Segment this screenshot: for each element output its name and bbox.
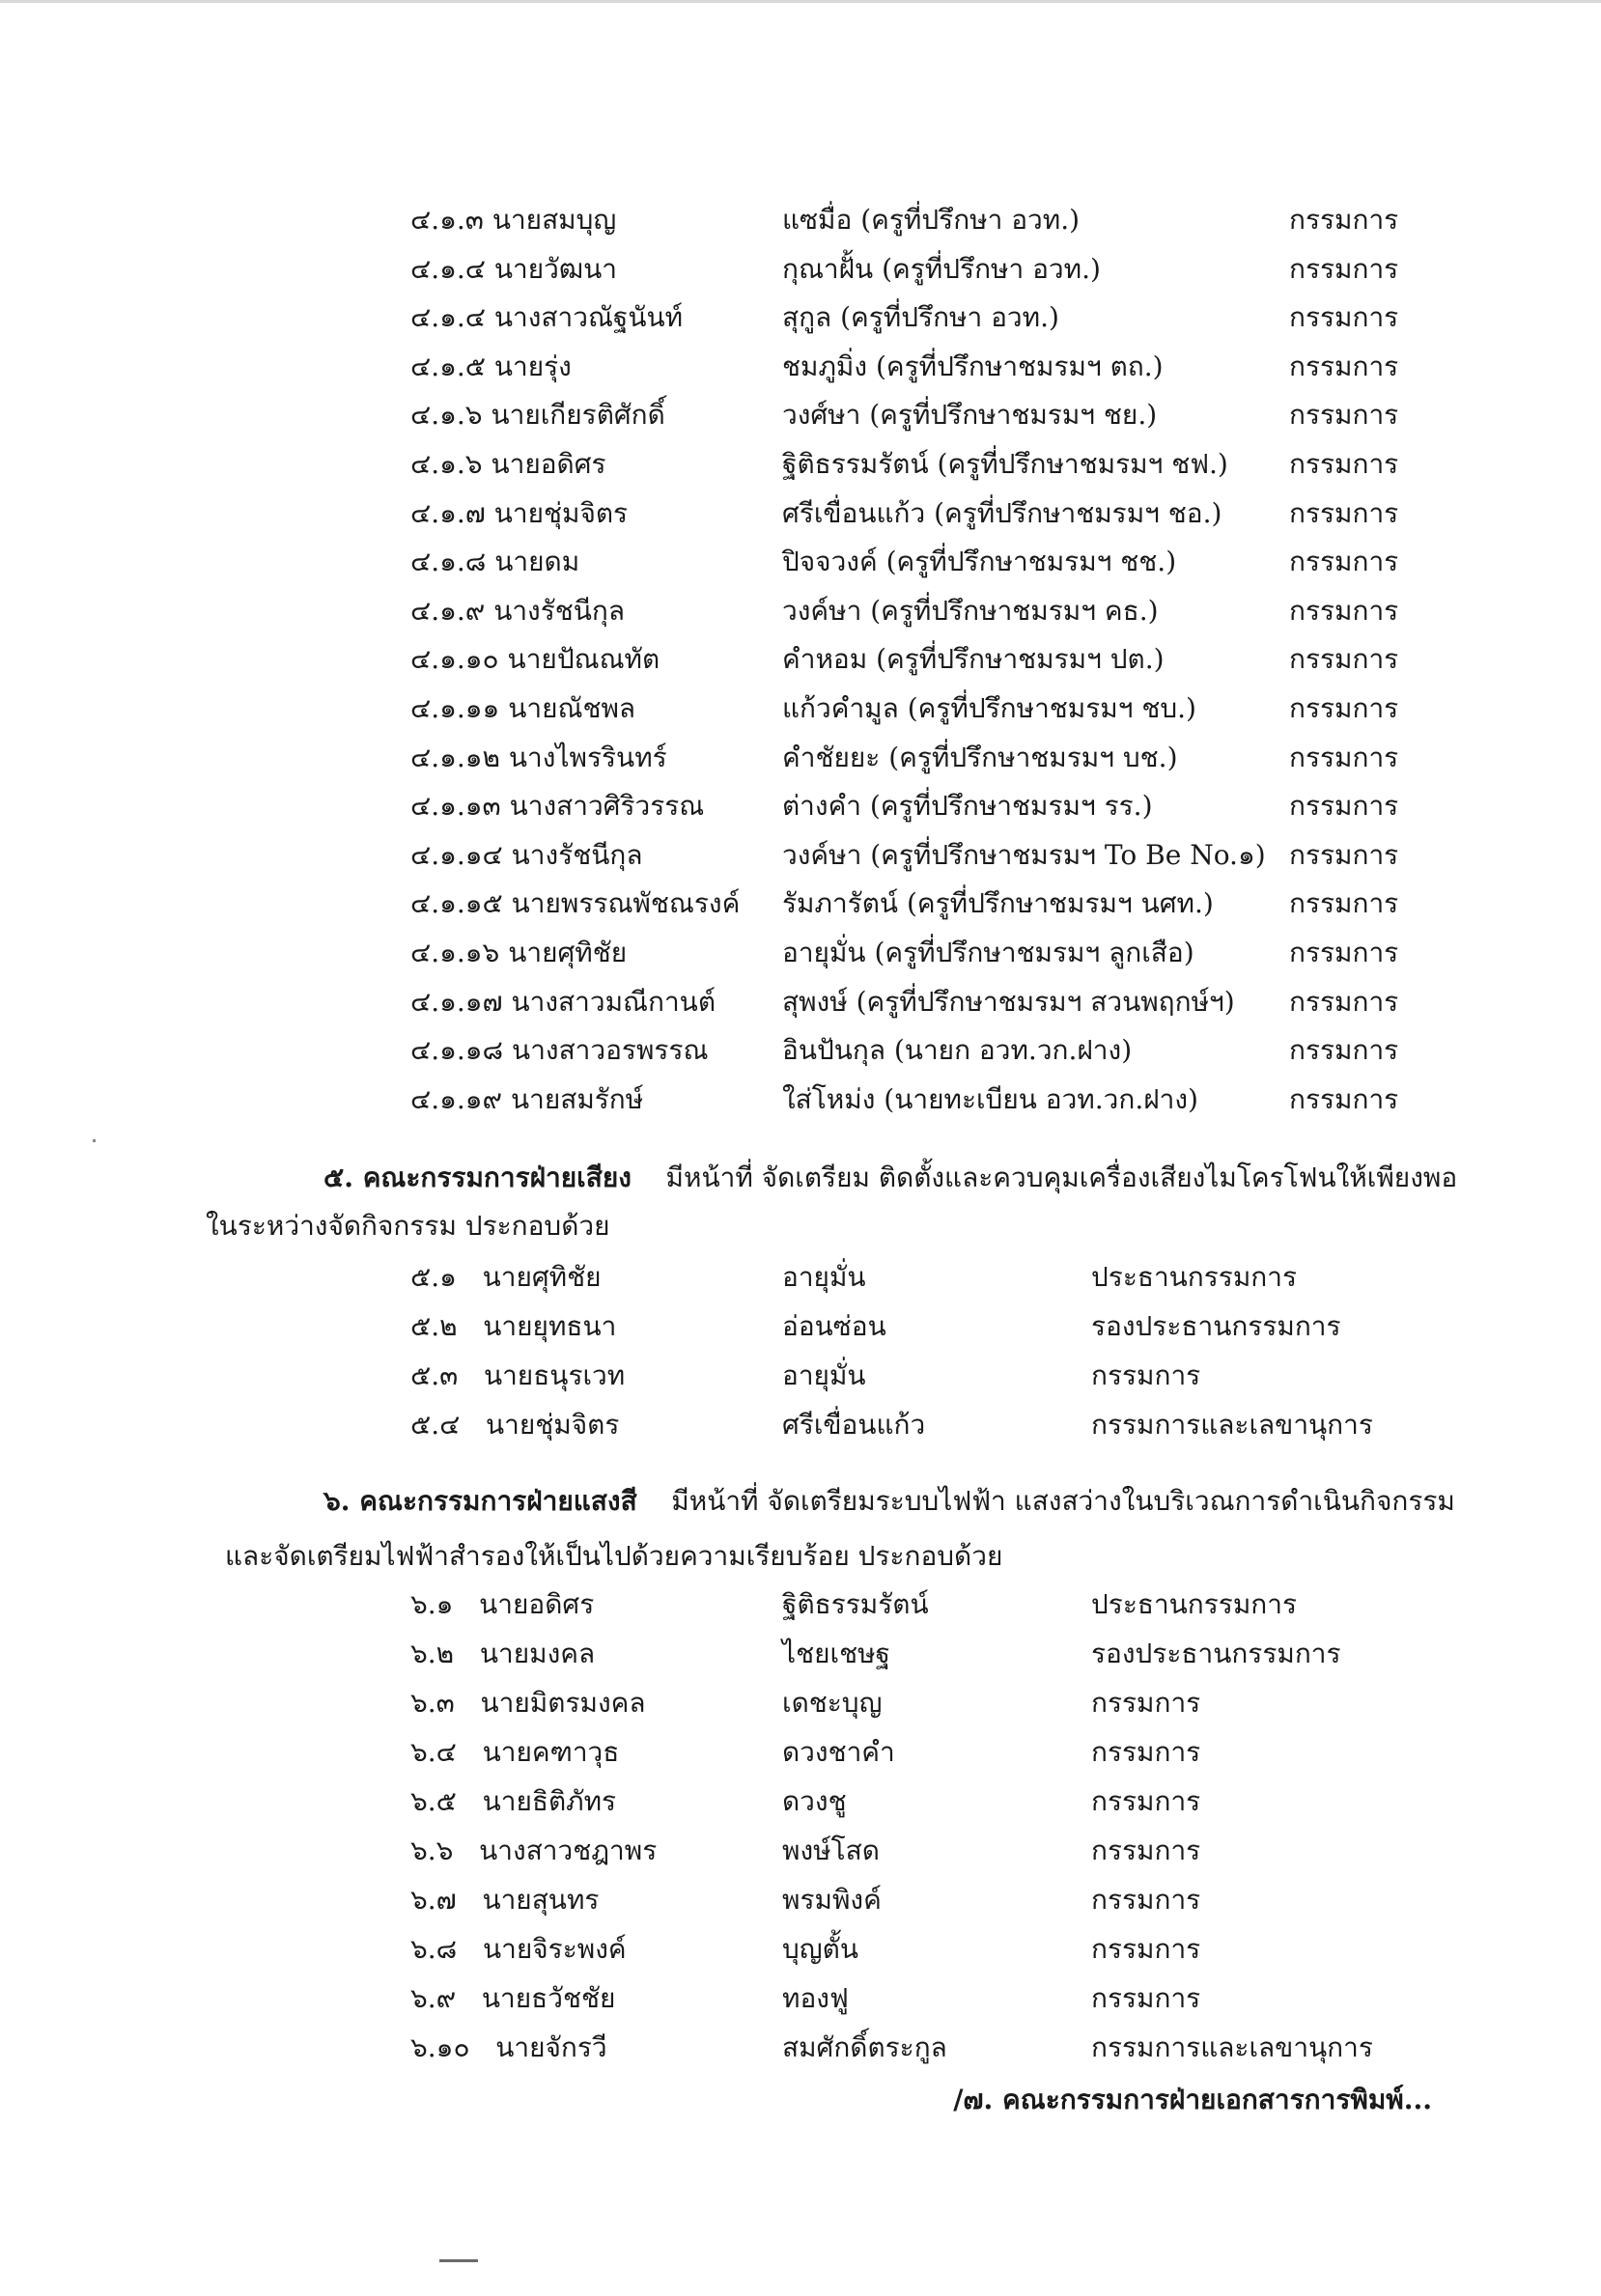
- member-number: ๔.๑.๖: [410, 399, 483, 432]
- member-number-and-name: [410, 2024, 607, 2072]
- member-number-and-name: [410, 391, 665, 439]
- section5-row: [0, 1352, 1601, 1400]
- section4-row: [0, 490, 1601, 538]
- member-surname: รัมภารัตน์ (ครูที่ปรึกษาชมรมฯ นศท.): [782, 887, 1214, 920]
- member-role: กรรมการ: [1289, 594, 1399, 627]
- member-number-and-name: [410, 1026, 708, 1075]
- member-number-and-name: [410, 831, 642, 880]
- member-surname: อายุมั่น: [782, 1359, 866, 1391]
- member-role: กรรมการ: [1289, 399, 1399, 432]
- member-number: ๕.๒: [410, 1310, 458, 1342]
- member-surname: พรมพิงค์: [782, 1884, 882, 1916]
- member-number-and-name: [410, 978, 716, 1026]
- member-name: นายรุ่ง: [493, 350, 572, 382]
- scan-mark: [439, 2259, 478, 2262]
- member-role: กรรมการ: [1289, 204, 1399, 236]
- section6-duty-line2-row: [225, 1532, 1002, 1581]
- member-name: นางสาวอรพรรณ: [512, 1034, 709, 1067]
- member-number-and-name: [410, 538, 579, 586]
- section5-row: [0, 1302, 1601, 1351]
- section4-row: [0, 1076, 1601, 1124]
- section4-row: [0, 245, 1601, 294]
- member-name: นายสมรักษ์: [510, 1082, 644, 1115]
- member-surname: วงค์ษา (ครูที่ปรึกษาชมรมฯ To Be No.๑): [782, 838, 1266, 871]
- member-role: กรรมการ: [1289, 838, 1399, 871]
- member-surname: ดวงชู: [782, 1785, 847, 1817]
- section6-heading: ๖. คณะกรรมการฝ่ายแสงสี: [323, 1485, 637, 1517]
- member-number: ๔.๑.๖: [410, 448, 483, 480]
- section4-row: [0, 880, 1601, 928]
- member-number-and-name: [410, 929, 627, 977]
- member-name: นายธิติภัทร: [482, 1785, 617, 1817]
- member-number: ๔.๑.๗: [410, 496, 486, 529]
- member-name: นายพรรณพัชณรงค์: [511, 887, 741, 920]
- member-role: กรรมการ: [1091, 1785, 1201, 1817]
- member-surname: กุณาฝั้น (ครูที่ปรึกษา อวท.): [782, 252, 1101, 285]
- member-surname: ชมภูมิ่ง (ครูที่ปรึกษาชมรมฯ ตถ.): [782, 350, 1164, 382]
- member-name: นายธนุรเวท: [483, 1359, 626, 1391]
- member-number-and-name: [410, 1728, 619, 1777]
- member-number-and-name: [410, 490, 628, 538]
- member-role: กรรมการ: [1091, 1687, 1201, 1719]
- section4-row: [0, 294, 1601, 342]
- section4-row: [0, 734, 1601, 782]
- member-name: นายศุทิชัย: [482, 1261, 602, 1293]
- section4-row: [0, 343, 1601, 391]
- member-surname: อินปันกุล (นายก อวท.วก.ฝาง): [782, 1034, 1133, 1067]
- member-number: ๕.๔: [410, 1409, 461, 1441]
- member-name: นายสมบุญ: [492, 204, 617, 236]
- member-role: กรรมการ: [1289, 741, 1399, 773]
- member-number: ๔.๑.๙: [410, 594, 486, 627]
- member-role: กรรมการ: [1289, 1034, 1399, 1067]
- member-number: ๔.๑.๑๗: [410, 985, 503, 1018]
- scan-edge-line: [0, 0, 1601, 3]
- member-role: กรรมการ: [1289, 887, 1399, 920]
- member-number: ๖.๔: [410, 1736, 457, 1768]
- member-number: ๔.๑.๑๐: [410, 643, 499, 676]
- member-number: ๔.๑.๑๑: [410, 692, 500, 724]
- member-number: ๖.๖: [410, 1834, 454, 1866]
- section6-duty-paragraph: [323, 1477, 1455, 1526]
- member-role: ประธานกรรมการ: [1091, 1261, 1298, 1293]
- section4-row: [0, 538, 1601, 586]
- member-number-and-name: [410, 1827, 657, 1875]
- member-name: นายปัณณทัต: [507, 643, 660, 676]
- section5-duty-line2-row: [206, 1202, 610, 1250]
- member-role: กรรมการ: [1289, 350, 1399, 382]
- member-role: กรรมการ: [1289, 448, 1399, 480]
- member-role: ประธานกรรมการ: [1091, 1588, 1298, 1620]
- scan-speck: [93, 1139, 96, 1142]
- member-role: กรรมการ: [1289, 496, 1399, 529]
- member-surname: ดวงชาคำ: [782, 1736, 895, 1768]
- member-role: กรรมการ: [1289, 937, 1399, 968]
- member-number: ๖.๒: [410, 1638, 455, 1669]
- member-number: ๖.๑: [410, 1588, 454, 1620]
- member-surname: บุญตั้น: [782, 1933, 858, 1965]
- member-surname: ใส่โหม่ง (นายทะเบียน อวท.วก.ฝาง): [782, 1082, 1198, 1115]
- member-number: ๔.๑.๑๖: [410, 937, 500, 968]
- member-surname: อายุมั่น: [782, 1261, 866, 1293]
- member-number: ๔.๑.๑๕: [410, 887, 503, 920]
- member-surname: เดชะบุญ: [782, 1687, 883, 1719]
- member-number: ๖.๘: [410, 1933, 458, 1965]
- member-role: รองประธานกรรมการ: [1091, 1310, 1341, 1342]
- section6-row: [0, 1974, 1601, 2023]
- member-number-and-name: [410, 1679, 646, 1727]
- member-name: นายจิระพงค์: [482, 1933, 627, 1965]
- member-role: กรรมการ: [1091, 1884, 1201, 1916]
- member-surname: ต่างคำ (ครูที่ปรึกษาชมรมฯ รร.): [782, 790, 1153, 823]
- member-role: กรรมการ: [1091, 1359, 1201, 1391]
- member-number: ๖.๓: [410, 1687, 455, 1719]
- section6-row: [0, 1581, 1601, 1629]
- member-name: นางรัชนีกุล: [511, 838, 643, 871]
- section6-row: [0, 1630, 1601, 1678]
- member-surname: วงศ์ษา (ครูที่ปรึกษาชมรมฯ ชย.): [782, 399, 1158, 432]
- member-number: ๔.๑.๔: [410, 301, 486, 334]
- member-number-and-name: [410, 587, 625, 635]
- member-number-and-name: [410, 1925, 627, 1974]
- member-name: นางไพรรินทร์: [508, 741, 667, 773]
- member-name: นายยุทธนา: [483, 1310, 617, 1342]
- section6-row: [0, 1728, 1601, 1777]
- section5-heading: ๕. คณะกรรมการฝ่ายเสียง: [323, 1162, 632, 1193]
- member-number-and-name: [410, 1630, 595, 1678]
- member-name: นายอดิศร: [491, 448, 606, 480]
- member-name: นางสาวชฎาพร: [479, 1834, 658, 1866]
- member-name: นายมิตรมงคล: [480, 1687, 646, 1719]
- section4-row: [0, 929, 1601, 977]
- section4-row: [0, 391, 1601, 439]
- section6-duty-line2: และจัดเตรียมไฟฟ้าสำรองให้เป็นไปด้วยความเรียบร้อย ประกอบด้วย: [225, 1540, 1003, 1572]
- member-number-and-name: [410, 685, 635, 733]
- section5-duty-paragraph: [323, 1154, 1457, 1202]
- section4-row: [0, 440, 1601, 489]
- member-surname: ศรีเขื่อนแก้ว: [782, 1409, 926, 1441]
- member-number-and-name: [410, 734, 667, 782]
- member-number-and-name: [410, 1302, 616, 1351]
- member-surname: แก้วคำมูล (ครูที่ปรึกษาชมรมฯ ชบ.): [782, 692, 1196, 724]
- section4-row: [0, 685, 1601, 733]
- section4-row: [0, 782, 1601, 830]
- member-number-and-name: [410, 1974, 615, 2023]
- member-number-and-name: [410, 880, 740, 928]
- member-number: ๔.๑.๓: [410, 204, 484, 236]
- member-surname: ปิจจวงค์ (ครูที่ปรึกษาชมรมฯ ชช.): [782, 546, 1177, 578]
- member-surname: ศรีเขื่อนแก้ว (ครูที่ปรึกษาชมรมฯ ชอ.): [782, 496, 1222, 529]
- member-name: นายศุทิชัย: [508, 937, 628, 968]
- section6-row: [0, 1876, 1601, 1924]
- member-surname: ทองฟู: [782, 1982, 849, 2014]
- member-number: ๖.๕: [410, 1785, 457, 1817]
- member-number: ๕.๑: [410, 1261, 457, 1293]
- section6-duty-line1: มีหน้าที่ จัดเตรียมระบบไฟฟ้า แสงสว่างในบริเวณการดำเนินกิจกรรม: [671, 1485, 1455, 1517]
- section6-row: [0, 1679, 1601, 1727]
- member-surname: คำชัยยะ (ครูที่ปรึกษาชมรมฯ บช.): [782, 741, 1178, 773]
- member-number-and-name: [410, 245, 617, 294]
- member-number: ๔.๑.๑๔: [410, 838, 503, 871]
- member-number-and-name: [410, 1076, 643, 1124]
- member-surname: ฐิติธรรมรัตน์: [782, 1588, 929, 1620]
- member-name: นายชุ่มจิตร: [493, 496, 629, 529]
- section5-duty-line1: มีหน้าที่ จัดเตรียม ติดตั้งและควบคุมเครื่องเสียงไมโครโฟนให้เพียงพอ: [665, 1162, 1458, 1193]
- member-number-and-name: [410, 196, 616, 244]
- member-name: นายชุ่มจิตร: [486, 1409, 620, 1441]
- section5-row: [0, 1253, 1601, 1302]
- member-number: ๔.๑.๑๙: [410, 1082, 503, 1115]
- member-role: กรรมการ: [1289, 1082, 1399, 1115]
- member-name: นายเกียรติศักดิ์: [491, 399, 665, 432]
- member-name: นายณัชพล: [508, 692, 636, 724]
- member-name: นายมงคล: [479, 1638, 596, 1669]
- member-surname: พงษ์โสด: [782, 1834, 880, 1866]
- member-number-and-name: [410, 294, 683, 342]
- section4-row: [0, 196, 1601, 244]
- section4-row: [0, 978, 1601, 1026]
- member-role: กรรมการ: [1091, 1834, 1201, 1866]
- member-name: นายธวัชชัย: [481, 1982, 616, 2014]
- section4-row: [0, 831, 1601, 880]
- member-number: ๔.๑.๑๒: [410, 741, 500, 773]
- member-number: ๔.๑.๑๘: [410, 1034, 504, 1067]
- member-role: รองประธานกรรมการ: [1091, 1638, 1341, 1669]
- member-role: กรรมการ: [1289, 985, 1399, 1018]
- member-role: กรรมการ: [1289, 790, 1399, 823]
- member-surname: อ่อนซ่อน: [782, 1310, 886, 1342]
- member-number-and-name: [410, 1581, 594, 1629]
- member-role: กรรมการ: [1091, 1933, 1201, 1965]
- member-number: ๔.๑.๔: [410, 252, 486, 285]
- member-role: กรรมการ: [1091, 1982, 1201, 2014]
- section5-duty-line2: ในระหว่างจัดกิจกรรม ประกอบด้วย: [206, 1210, 610, 1242]
- member-number-and-name: [410, 1778, 616, 1826]
- member-number-and-name: [410, 635, 660, 684]
- member-surname: สมศักดิ์ตระกูล: [782, 2031, 947, 2063]
- member-number: ๔.๑.๕: [410, 350, 486, 382]
- member-number: ๖.๑๐: [410, 2031, 470, 2063]
- member-number-and-name: [410, 1253, 602, 1302]
- member-surname: สุกูล (ครูที่ปรึกษา อวท.): [782, 301, 1059, 334]
- member-name: นายดม: [494, 546, 580, 578]
- member-number-and-name: [410, 782, 704, 830]
- member-role: กรรมการ: [1289, 301, 1399, 334]
- member-name: นายสุนทร: [482, 1884, 600, 1916]
- member-number: ๔.๑.๘: [410, 546, 487, 578]
- member-role: กรรมการ: [1289, 692, 1399, 724]
- section6-row: [0, 1827, 1601, 1875]
- section4-row: [0, 1026, 1601, 1075]
- member-surname: คำหอม (ครูที่ปรึกษาชมรมฯ ปต.): [782, 643, 1165, 676]
- member-name: นายจักรวี: [495, 2031, 607, 2063]
- member-number: ๔.๑.๑๓: [410, 790, 501, 823]
- member-role: กรรมการและเลขานุการ: [1091, 2031, 1373, 2063]
- section5-row: [0, 1401, 1601, 1449]
- member-number-and-name: [410, 440, 606, 489]
- member-name: นางสาวศิริวรรณ: [509, 790, 705, 823]
- member-name: นางสาวณัฐนันท์: [493, 301, 684, 334]
- member-role: กรรมการ: [1289, 252, 1399, 285]
- member-number-and-name: [410, 1876, 599, 1924]
- member-number-and-name: [410, 1401, 619, 1449]
- section6-row: [0, 1778, 1601, 1826]
- member-surname: วงค์ษา (ครูที่ปรึกษาชมรมฯ คธ.): [782, 594, 1159, 627]
- member-number: ๖.๗: [410, 1884, 457, 1916]
- member-role: กรรมการ: [1289, 546, 1399, 578]
- member-surname: ฐิติธรรมรัตน์ (ครูที่ปรึกษาชมรมฯ ชฟ.): [782, 448, 1228, 480]
- member-surname: สุพงษ์ (ครูที่ปรึกษาชมรมฯ สวนพฤกษ์ฯ): [782, 985, 1235, 1018]
- member-number-and-name: [410, 1352, 625, 1400]
- member-name: นายคฑาวุธ: [482, 1736, 620, 1768]
- member-name: นายวัฒนา: [493, 252, 618, 285]
- member-surname: อายุมั่น (ครูที่ปรึกษาชมรมฯ ลูกเสือ): [782, 937, 1194, 968]
- member-name: นางสาวมณีกานต์: [511, 985, 716, 1018]
- section6-row: [0, 1925, 1601, 1974]
- member-role: กรรมการ: [1289, 643, 1399, 676]
- member-surname: ไชยเชษฐ: [782, 1638, 890, 1669]
- member-role: กรรมการและเลขานุการ: [1091, 1409, 1373, 1441]
- member-role: กรรมการ: [1091, 1736, 1201, 1768]
- member-number: ๖.๙: [410, 1982, 457, 2014]
- next-page-continuation: /๗. คณะกรรมการฝ่ายเอกสารการพิมพ์...: [953, 2084, 1432, 2115]
- section4-row: [0, 635, 1601, 684]
- section6-row: [0, 2024, 1601, 2072]
- member-number-and-name: [410, 343, 572, 391]
- member-surname: แซมื่อ (ครูที่ปรึกษา อวท.): [782, 204, 1081, 236]
- member-name: นายอดิศร: [479, 1588, 595, 1620]
- member-name: นางรัชนีกุล: [493, 594, 626, 627]
- section4-row: [0, 587, 1601, 635]
- member-number: ๕.๓: [410, 1359, 459, 1391]
